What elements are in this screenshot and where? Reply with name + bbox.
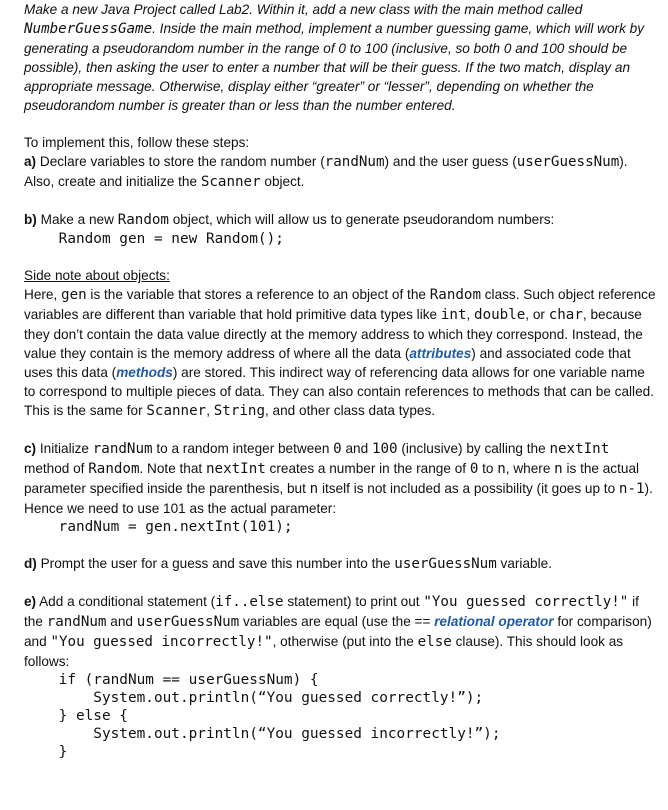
step-a-segment: Scanner (200, 174, 261, 190)
step-c-segment: nextInt (549, 441, 610, 457)
step-a-segment: randNum (324, 154, 385, 170)
side-note-segment: double (474, 307, 526, 323)
step-e-segment: and (106, 614, 137, 629)
step-b-segment: Make a new (36, 212, 118, 227)
side-note-segment: char (548, 307, 583, 323)
step-c-segment: n (497, 461, 506, 477)
step-c-segment: ). Hence we need to use 101 as the actual parameter: (24, 481, 653, 516)
step-c-segment: (inclusive) by calling the (397, 441, 550, 456)
step-e (24, 592, 656, 671)
intro-paragraph (24, 0, 656, 115)
step-c-segment: Random (88, 461, 140, 477)
step-c-segment: itself is not included as a possibility (it goes up to (318, 481, 619, 496)
step-d-segment: d) (24, 556, 37, 571)
side-note-segment: String (213, 403, 265, 419)
side-note-segment: int (440, 307, 467, 323)
step-a-segment: Declare variables to store the random number ( (36, 154, 325, 169)
step-e-segment: for comparison) and (24, 614, 652, 649)
step-a-segment: userGuessNum (516, 154, 620, 170)
step-e-segment: , otherwise (put into the (272, 634, 418, 649)
step-d-segment: variable. (496, 556, 552, 571)
step-b-segment: object, which will allow us to generate pseudorandom numbers: (168, 212, 555, 227)
side-note-segment: , (466, 307, 475, 322)
step-c-segment: to a random integer between (152, 441, 334, 456)
step-d (24, 554, 656, 574)
step-e-segment: if..else (215, 594, 284, 610)
step-d-segment: Prompt the user for a guess and save this number into the (36, 556, 395, 571)
step-c-segment: and (341, 441, 372, 456)
side-note-segment: is the variable that stores a reference to an object of the (86, 287, 430, 302)
step-c-segment: n-1 (618, 481, 645, 497)
step-e-segment: relational operator (434, 614, 554, 629)
step-a-segment: object. (260, 174, 305, 189)
step-b (24, 210, 656, 230)
code-random: Random gen = new Random(); (24, 231, 284, 247)
step-e-segment: variables are equal (use the == (239, 614, 435, 629)
step-c-segment: , where (505, 461, 555, 476)
step-c-segment: creates a number in the range of (265, 461, 470, 476)
step-c-segment: 100 (371, 441, 398, 457)
step-a-segment: ). Also, create and initialize the (24, 154, 628, 189)
document-page (24, 0, 656, 761)
side-note-segment: , (206, 403, 214, 418)
step-e-segment: userGuessNum (136, 614, 240, 630)
step-b-segment: Random (117, 212, 169, 228)
steps-intro: To implement this, follow these steps: (24, 135, 250, 150)
step-c-segment: n (554, 461, 563, 477)
step-c-segment: 0 (469, 461, 479, 477)
step-a (24, 152, 656, 192)
step-e-segment: "You guessed incorrectly!" (50, 634, 273, 650)
side-note-segment: , or (525, 307, 549, 322)
side-note-segment: , and other class data types. (265, 403, 436, 418)
step-e-segment: if the (24, 594, 639, 629)
side-note-title: Side note about objects: (24, 268, 170, 283)
code-ifelse: if (randNum == userGuessNum) { System.out.println(“You guessed correctly!”); } else { System.out.println(“You guessed incorrectly!”); } (58, 672, 501, 760)
side-note-segment: Random (429, 287, 481, 303)
step-d-segment: userGuessNum (394, 556, 497, 572)
side-note-segment: Scanner (146, 403, 207, 419)
code-nextint: randNum = gen.nextInt(101); (24, 519, 293, 535)
step-c-segment: randNum (92, 441, 153, 457)
step-c-segment: 0 (333, 441, 342, 457)
side-note (24, 285, 656, 421)
step-c-segment: n (309, 481, 319, 497)
step-e-segment: else (417, 634, 452, 650)
step-c-segment: to (478, 461, 498, 476)
step-e-segment: statement) to print out (283, 594, 424, 609)
step-e-segment: Add a conditional statement ( (36, 594, 216, 609)
step-e-segment: "You guessed correctly!" (423, 594, 629, 610)
step-e-segment: e) (24, 594, 37, 609)
step-c (24, 439, 656, 518)
step-c-segment: method of (24, 461, 89, 476)
step-c-segment: . Note that (139, 461, 206, 476)
step-e-segment: clause). This should look as follows: (24, 634, 624, 669)
side-note-segment: methods (116, 365, 173, 380)
intro-segment: Make a new Java Project called Lab2. Within it, add a new class with the main method called (24, 2, 583, 17)
step-a-segment: ) and the user guess ( (384, 154, 517, 169)
step-c-segment: is the actual parameter specified inside the parenthesis, but (24, 461, 640, 496)
side-note-segment: gen (61, 287, 87, 303)
side-note-segment: ) and associated code that uses this data ( (24, 346, 631, 380)
side-note-segment: class. Such object reference variables are different than variable that hold primitive data types like (24, 287, 656, 322)
step-c-segment: nextInt (205, 461, 266, 477)
side-note-segment: attributes (409, 346, 472, 361)
side-note-segment: , because they don’t contain the data value directly at the memory address to which they correspond. Instead, the value they contain is the memory address of where all the data ( (24, 307, 643, 361)
step-c-segment: c) (24, 441, 37, 456)
intro-segment: NumberGuessGame (24, 21, 153, 37)
intro-segment: . Inside the main method, implement a number guessing game, which will work by generating a pseudorandom number in the range of 0 to 100 (inclusive, so both 0 and 100 should be possible), then asking the user to enter a number that will be their guess. If the two match, display an appropriate message. Otherwise, display either “greater” or “lesser”, depending on whether the pseudorandom number is greater than or less than the number entered. (24, 21, 644, 113)
side-note-segment: Here, (24, 287, 62, 302)
step-c-segment: Initialize (36, 441, 93, 456)
step-b-segment: b) (24, 212, 37, 227)
side-note-segment: ) are stored. This indirect way of referencing data allows for one variable name to correspond to multiple pieces of data. They can also contain references to methods that can be called. This is the same for (24, 365, 654, 418)
step-e-segment: randNum (46, 614, 107, 630)
step-a-segment: a) (24, 154, 37, 169)
